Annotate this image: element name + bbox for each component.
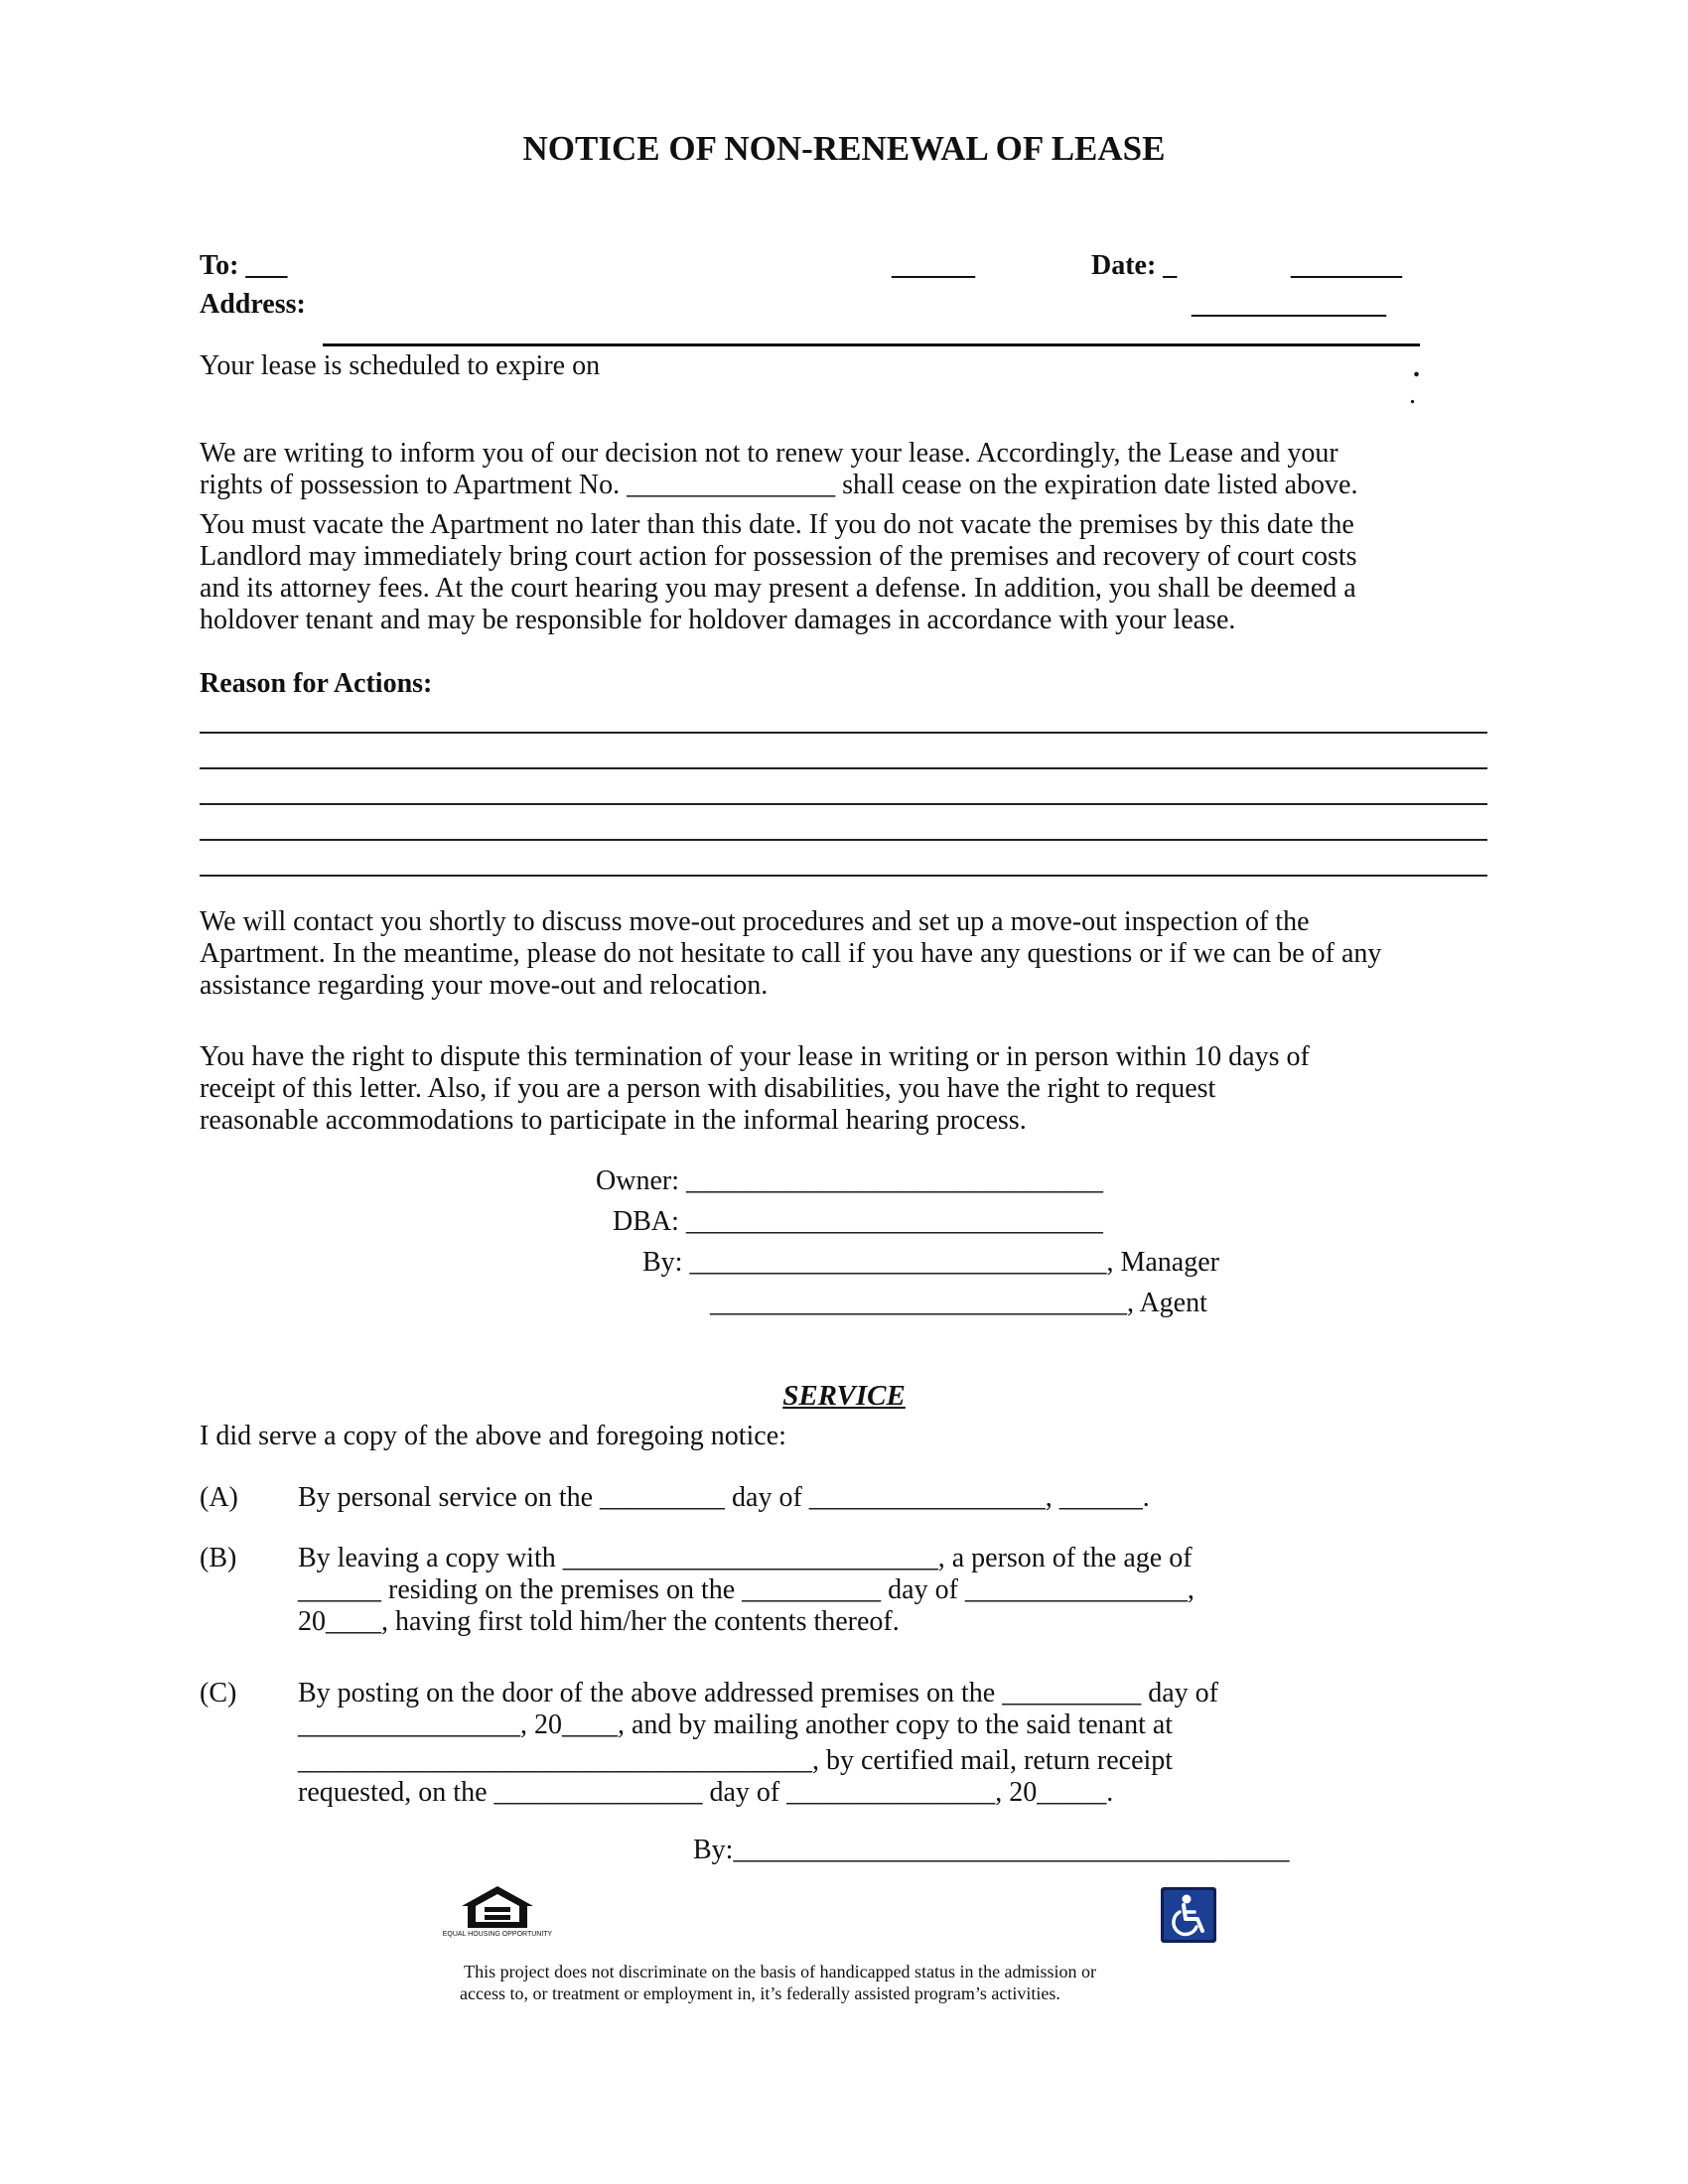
equal-housing-opportunity-logo: [442, 1884, 553, 1944]
paragraph-line: Apartment. In the meantime, please do not hesitate to call if you have any questions or if we can be of any: [200, 938, 1382, 969]
expire-period-second: .: [1409, 379, 1416, 410]
reason-label: Reason for Actions:: [200, 668, 433, 699]
paragraph-line: You must vacate the Apartment no later than this date. If you do not vacate the premises by this date the: [200, 509, 1354, 540]
service-c-label: (C): [200, 1678, 237, 1708]
date-label: Date: _: [1091, 250, 1178, 281]
paragraph-line: and its attorney fees. At the court hearing you may present a defense. In addition, you shall be deemed a: [200, 573, 1356, 604]
to-label: To: ___: [200, 250, 288, 281]
service-b: [298, 1543, 1390, 1638]
footnote-line: This project does not discriminate on the basis of handicapped status in the admission or: [460, 1962, 1097, 1981]
owner-line: Owner: ______________________________: [596, 1165, 1103, 1196]
reason-line: [200, 767, 1487, 769]
document-title: NOTICE OF NON-RENEWAL OF LEASE: [522, 129, 1166, 168]
equal-housing-caption: EQUAL HOUSING OPPORTUNITY: [442, 1931, 553, 1938]
service-line: requested, on the _______________ day of _______________, 20_____.: [298, 1777, 1114, 1808]
service-line: _____________________________________, by certified mail, return receipt: [298, 1745, 1174, 1776]
service-line: ________________, 20____, and by mailing another copy to the said tenant at: [298, 1709, 1174, 1740]
reason-line: [200, 803, 1487, 805]
paragraph-line: assistance regarding your move-out and relocation.: [200, 970, 769, 1001]
reason-line: [200, 839, 1487, 841]
service-line: ______ residing on the premises on the __________ day of ________________,: [298, 1574, 1195, 1605]
service-line: 20____, having first told him/her the contents thereof.: [298, 1606, 900, 1637]
paragraph-dispute: [200, 1041, 1490, 1137]
to-blank: ______: [892, 250, 975, 281]
service-intro: I did serve a copy of the above and foregoing notice:: [200, 1421, 786, 1451]
paragraph-line: We will contact you shortly to discuss move-out procedures and set up a move-out inspection of the: [200, 906, 1310, 937]
dba-line: DBA: ______________________________: [613, 1206, 1103, 1237]
wheelchair-icon: [1160, 1886, 1217, 1944]
reason-line: [200, 875, 1487, 877]
paragraph-line: We are writing to inform you of our decision not to renew your lease. Accordingly, the Lease and your: [200, 438, 1338, 469]
service-a-label: (A): [200, 1482, 238, 1513]
service-c: [298, 1678, 1390, 1809]
paragraph-line: rights of possession to Apartment No. _______________ shall cease on the expiration date listed above.: [200, 470, 1358, 500]
expire-text: Your lease is scheduled to expire on: [200, 350, 601, 381]
agent-line: ______________________________, Agent: [710, 1288, 1207, 1318]
address-label: Address:: [200, 289, 306, 320]
service-b-label: (B): [200, 1543, 237, 1573]
paragraph-moveout: [200, 906, 1490, 1002]
paragraph-line: receipt of this letter. Also, if you are a person with disabilities, you have the right to request: [200, 1073, 1216, 1104]
service-line: By personal service on the _________ day of _________________, ______.: [298, 1482, 1150, 1513]
service-a: [298, 1482, 1390, 1514]
wheelchair-accessibility-logo: [1160, 1886, 1217, 1944]
address-blank: ______________: [1192, 289, 1386, 320]
date-blank: ________: [1291, 250, 1402, 281]
paragraph-nonrenewal: [200, 438, 1490, 636]
service-line: By leaving a copy with ___________________________, a person of the age of: [298, 1543, 1193, 1573]
reason-line: [200, 732, 1487, 734]
paragraph-line: Landlord may immediately bring court action for possession of the premises and recovery of court costs: [200, 541, 1357, 572]
paragraph-line: You have the right to dispute this termination of your lease in writing or in person within 10 days of: [200, 1041, 1310, 1072]
service-heading: SERVICE: [782, 1380, 906, 1412]
by-manager-line: By: ______________________________, Manager: [642, 1247, 1219, 1278]
service-by-line: By:________________________________________: [693, 1835, 1290, 1865]
footnote-line: access to, or treatment or employment in, it’s federally assisted program’s activities.: [460, 1983, 1060, 2003]
address-underline: [323, 343, 1420, 346]
expire-period: .: [1413, 352, 1420, 383]
equal-housing-icon: [442, 1884, 553, 1944]
paragraph-line: holdover tenant and may be responsible for holdover damages in accordance with your lease.: [200, 605, 1236, 635]
service-line: By posting on the door of the above addressed premises on the __________ day of: [298, 1678, 1218, 1708]
paragraph-line: reasonable accommodations to participate in the informal hearing process.: [200, 1105, 1027, 1136]
